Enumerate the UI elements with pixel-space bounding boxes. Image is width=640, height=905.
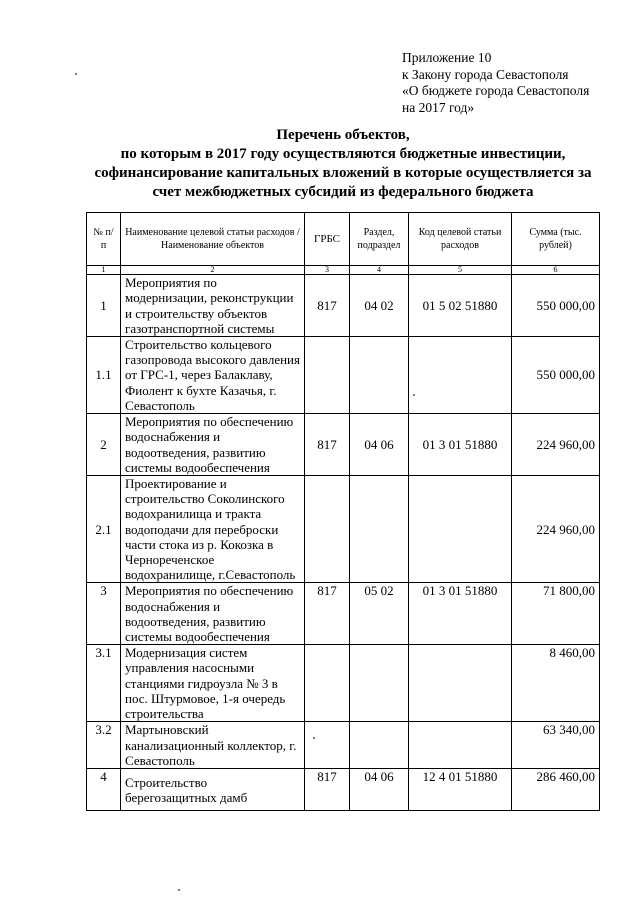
row-code: 01 5 02 51880 (409, 275, 512, 337)
title-line-4: счет межбюджетных субсидий из федерального бюджета (152, 184, 534, 200)
row-code: 12 4 01 51880 (409, 769, 512, 811)
row-number: 3 (87, 583, 121, 645)
row-sum: 71 800,00 (512, 583, 600, 645)
table-row (87, 476, 600, 583)
objects-table (86, 212, 600, 811)
header-grbs: ГРБС (305, 213, 350, 266)
table-row (87, 645, 600, 722)
row-name: Мартыновский канализационный коллектор, г. Севастополь (121, 722, 305, 769)
header-code: Код целевой статьи расходов (409, 213, 512, 266)
row-grbs (305, 645, 350, 722)
row-grbs: 817 (305, 414, 350, 476)
appendix-line-1: Приложение 10 (402, 50, 492, 65)
row-name: Мероприятия по обеспечению водоснабжения и водоотведения, развитию системы водообеспечения (121, 583, 305, 645)
row-sum: 224 960,00 (512, 476, 600, 583)
table-header-row (87, 213, 600, 266)
row-grbs: 817 (305, 769, 350, 811)
row-sum: 550 000,00 (512, 275, 600, 337)
row-code (409, 722, 512, 769)
row-code: 01 3 01 51880 (409, 414, 512, 476)
title-line-1: Перечень объектов, (276, 127, 410, 143)
row-section: 04 06 (350, 414, 409, 476)
row-name: Строительство берегозащитных дамб (121, 769, 305, 811)
row-number: 2.1 (87, 476, 121, 583)
scan-speck (313, 737, 315, 739)
table-row (87, 275, 600, 337)
row-sum: 224 960,00 (512, 414, 600, 476)
table-row (87, 414, 600, 476)
row-code (409, 337, 512, 414)
row-code (409, 476, 512, 583)
row-section: 04 06 (350, 769, 409, 811)
row-grbs: 817 (305, 583, 350, 645)
column-number: 1 (87, 266, 121, 275)
table-row (87, 722, 600, 769)
row-name: Мероприятия по модернизации, реконструкции и строительству объектов газотранспортной системы (121, 275, 305, 337)
appendix-line-3: «О бюджете города Севастополя (402, 83, 590, 98)
row-number: 1 (87, 275, 121, 337)
row-sum: 63 340,00 (512, 722, 600, 769)
column-number: 5 (409, 266, 512, 275)
row-name: Мероприятия по обеспечению водоснабжения и водоотведения, развитию системы водообеспечения (121, 414, 305, 476)
row-section (350, 476, 409, 583)
scan-speck (178, 889, 180, 891)
appendix-reference (402, 50, 589, 116)
title-line-3: софинансирование капитальных вложений в которые осуществляется за (94, 165, 592, 181)
row-number: 2 (87, 414, 121, 476)
row-grbs (305, 722, 350, 769)
row-grbs: 817 (305, 275, 350, 337)
row-number: 3.2 (87, 722, 121, 769)
document-title (78, 126, 608, 202)
column-number: 2 (121, 266, 305, 275)
row-name: Модернизация систем управления насосными станциями гидроузла № 3 в пос. Штурмовое, 1-я очередь строительства (121, 645, 305, 722)
row-sum: 286 460,00 (512, 769, 600, 811)
column-number: 6 (512, 266, 600, 275)
title-line-2: по которым в 2017 году осуществляются бюджетные инвестиции, (120, 146, 566, 162)
column-number-row (87, 266, 600, 275)
row-code (409, 645, 512, 722)
scan-speck (75, 73, 77, 75)
scan-speck (413, 394, 415, 396)
row-section: 04 02 (350, 275, 409, 337)
appendix-line-2: к Закону города Севастополя (402, 66, 569, 82)
row-name: Строительство кольцевого газопровода высокого давления от ГРС-1, через Балаклаву, Фиолент к бухте Казачья, г. Севастополь (121, 337, 305, 414)
row-section (350, 337, 409, 414)
header-num: № п/п (87, 213, 121, 266)
column-number: 4 (350, 266, 409, 275)
appendix-line-4: на 2017 год» (402, 99, 475, 115)
row-sum: 8 460,00 (512, 645, 600, 722)
row-grbs (305, 476, 350, 583)
table-row (87, 583, 600, 645)
row-number: 4 (87, 769, 121, 811)
row-name: Проектирование и строительство Соколинского водохранилища и тракта водоподачи для переброски части стока из р. Кокозка в Чернореченское водохранилище, г.Севастополь (121, 476, 305, 583)
row-number: 3.1 (87, 645, 121, 722)
column-number: 3 (305, 266, 350, 275)
header-name: Наименование целевой статьи расходов / Наименование объектов (121, 213, 305, 266)
table-row (87, 337, 600, 414)
row-section (350, 645, 409, 722)
row-code: 01 3 01 51880 (409, 583, 512, 645)
row-section (350, 722, 409, 769)
header-sum: Сумма (тыс. рублей) (512, 213, 600, 266)
row-number: 1.1 (87, 337, 121, 414)
table-row (87, 769, 600, 811)
row-grbs (305, 337, 350, 414)
header-section: Раздел, подраздел (350, 213, 409, 266)
row-sum: 550 000,00 (512, 337, 600, 414)
row-section: 05 02 (350, 583, 409, 645)
